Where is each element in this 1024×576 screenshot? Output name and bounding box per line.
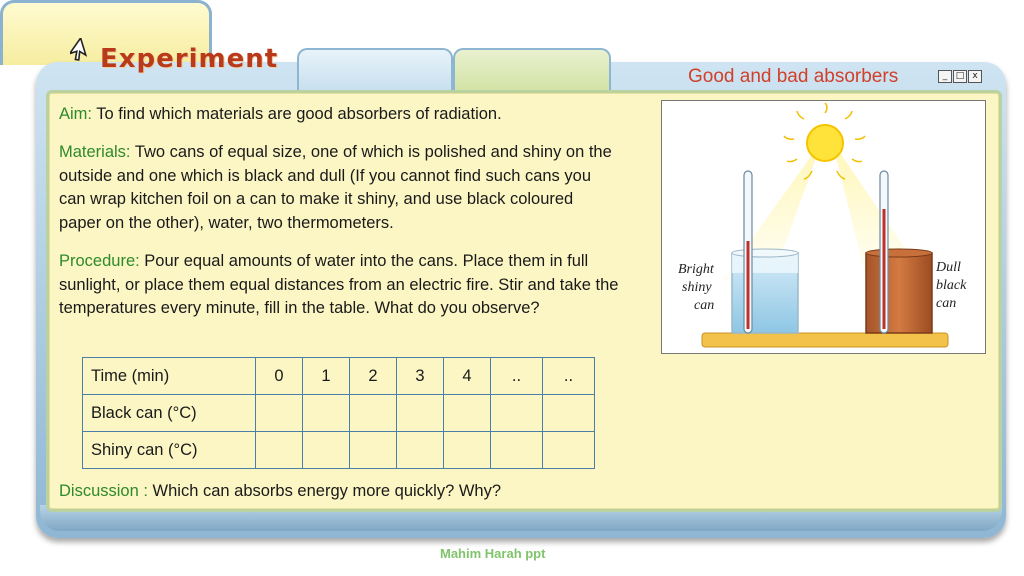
table-cell[interactable] xyxy=(543,395,595,432)
materials-paragraph xyxy=(59,141,619,235)
aim-text: To find which materials are good absorbers of radiation. xyxy=(92,105,502,123)
procedure-label: Procedure: xyxy=(59,252,140,270)
tab-2[interactable] xyxy=(297,48,453,90)
table-cell[interactable] xyxy=(397,395,444,432)
table-cell: .. xyxy=(543,358,595,395)
experiment-illustration xyxy=(661,100,986,354)
table-cell[interactable] xyxy=(303,432,350,469)
table-row xyxy=(83,432,595,469)
table-cell[interactable] xyxy=(256,432,303,469)
table-cell[interactable] xyxy=(491,432,543,469)
procedure-paragraph xyxy=(59,250,619,321)
table-cell[interactable] xyxy=(543,432,595,469)
black-can xyxy=(866,249,932,333)
thermometer-icon xyxy=(744,171,752,333)
table-row-label: Shiny can (°C) xyxy=(83,432,256,469)
shiny-can xyxy=(732,249,798,333)
table-row-label: Time (min) xyxy=(83,358,256,395)
footer-credit: Mahim Harah ppt xyxy=(440,546,546,561)
table-cell[interactable] xyxy=(350,432,397,469)
discussion-paragraph xyxy=(59,480,679,504)
dull-can-label: can xyxy=(936,296,957,311)
table-row xyxy=(83,358,595,395)
wooden-table xyxy=(702,333,948,347)
table-row xyxy=(83,395,595,432)
table-cell: 1 xyxy=(303,358,350,395)
dull-can-label: black xyxy=(936,278,967,293)
table-cell: 4 xyxy=(444,358,491,395)
mouse-cursor-icon xyxy=(70,38,96,64)
sun-and-cans-illustration xyxy=(662,101,985,353)
window-controls xyxy=(938,70,982,83)
aim-label: Aim: xyxy=(59,105,92,123)
discussion-text: Which can absorbs energy more quickly? Why? xyxy=(147,482,502,500)
table-row-label: Black can (°C) xyxy=(83,395,256,432)
tab-3[interactable] xyxy=(453,48,611,90)
thermometer-icon xyxy=(880,171,888,333)
table-cell: 2 xyxy=(350,358,397,395)
maximize-button[interactable]: □ xyxy=(953,70,967,83)
materials-label: Materials: xyxy=(59,143,131,161)
discussion-label: Discussion : xyxy=(59,482,148,500)
dull-can-label: Dull xyxy=(936,260,961,275)
table-cell: 3 xyxy=(397,358,444,395)
minimize-button[interactable]: _ xyxy=(938,70,952,83)
sun-icon xyxy=(784,103,865,179)
table-cell: .. xyxy=(491,358,543,395)
table-cell[interactable] xyxy=(256,395,303,432)
table-cell[interactable] xyxy=(397,432,444,469)
bright-can-label: Bright xyxy=(678,262,714,277)
results-table xyxy=(82,357,595,469)
table-cell[interactable] xyxy=(444,395,491,432)
table-cell[interactable] xyxy=(350,395,397,432)
aim-paragraph xyxy=(59,103,619,127)
close-button[interactable]: x xyxy=(968,70,982,83)
bright-can-label: shiny xyxy=(682,280,712,295)
tab-experiment-label[interactable]: Experiment xyxy=(100,44,279,74)
bright-can-label: can xyxy=(694,298,715,313)
materials-text: Two cans of equal size, one of which is polished and shiny on the outside and one which is black and dull (If you cannot find such cans you can wrap kitchen foil on a can to make it shiny, and use black coloured paper on the other), water, two thermometers. xyxy=(59,143,612,232)
table-cell: 0 xyxy=(256,358,303,395)
table-cell[interactable] xyxy=(491,395,543,432)
procedure-text: Pour equal amounts of water into the cans. Place them in full sunlight, or place them equal distances from an electric fire. Stir and take the temperatures every minute, fill in the table. What do you observe? xyxy=(59,252,619,317)
table-cell[interactable] xyxy=(444,432,491,469)
table-cell[interactable] xyxy=(303,395,350,432)
window-title: Good and bad absorbers xyxy=(688,66,899,87)
